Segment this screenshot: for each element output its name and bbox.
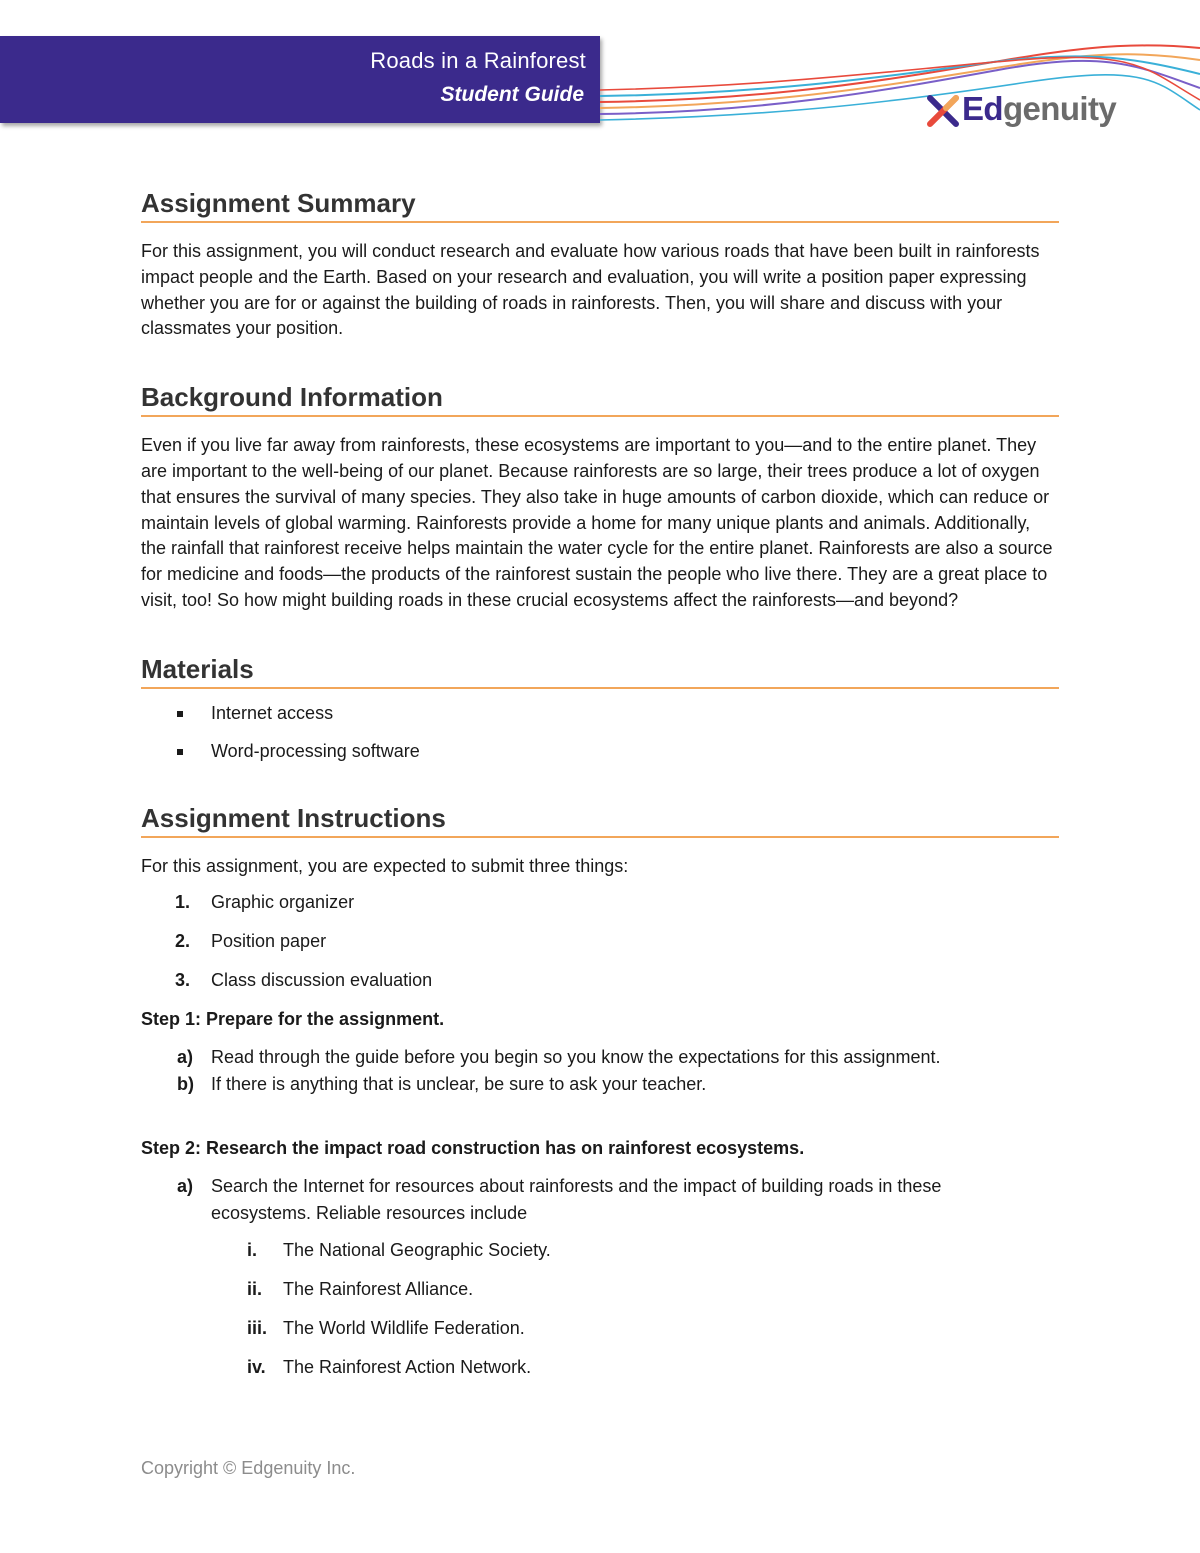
list-item: 2. Position paper — [175, 930, 327, 951]
copyright-footer: Copyright © Edgenuity Inc. — [141, 1458, 356, 1478]
deliverables-list — [141, 890, 1059, 1007]
list-item: Word-processing software — [141, 739, 1059, 777]
list-item: b) If there is anything that is unclear, be sure to ask your teacher. — [177, 1073, 707, 1094]
heading-materials: Materials — [141, 654, 1059, 689]
resources-list — [211, 1238, 1059, 1394]
document-title: Roads in a Rainforest — [370, 48, 586, 73]
step-1-title: Step 1: Prepare for the assignment. — [141, 1008, 445, 1029]
list-item: Internet access — [141, 701, 1059, 739]
step-1-list — [141, 1044, 1059, 1098]
list-item: ii. The Rainforest Alliance. — [247, 1278, 474, 1299]
list-item: i. The National Geographic Society. — [247, 1239, 551, 1260]
header-banner — [0, 36, 600, 123]
list-item: iv. The Rainforest Action Network. — [247, 1356, 532, 1377]
list-item: 3. Class discussion evaluation — [175, 969, 433, 990]
step-2-title: Step 2: Research the impact road construction has on rainforest ecosystems. — [141, 1137, 805, 1158]
instructions-intro: For this assignment, you are expected to submit three things: — [141, 855, 629, 876]
list-item: iii. The World Wildlife Federation. — [247, 1317, 525, 1338]
document-body — [141, 188, 1059, 1394]
edgenuity-x-icon — [926, 94, 960, 128]
heading-assignment-instructions: Assignment Instructions — [141, 803, 1059, 838]
heading-background-information: Background Information — [141, 382, 1059, 417]
document-subtitle: Student Guide — [440, 83, 584, 106]
brand-wordmark: Edgenuity — [962, 90, 1117, 127]
step-2-list — [141, 1173, 1059, 1227]
list-item: a) Search the Internet for resources about rainforests and the impact of building roads in these ecosystems. Reliable resources include — [177, 1175, 942, 1223]
edgenuity-logo — [926, 90, 1117, 132]
heading-assignment-summary: Assignment Summary — [141, 188, 1059, 223]
background-paragraph: Even if you live far away from rainforests, these ecosystems are important to you—and to the entire planet. They are important to the well-being of our planet. Because rainforests are so large, their trees produce a lot of oxygen that ensures the survival of many species. They also take in huge amounts of carbon dioxide, which can reduce or maintain levels of global warming. Rainforests provide a home for many unique plants and animals. Additionally, the rainfall that rainforest receive helps maintain the water cycle for the entire planet. Rainforests are also a source for medicine and foods—the products of the rainforest sustain the people who live there. They are a great place to visit, too! So how might building roads in these crucial ecosystems affect the rainforests—and beyond? — [141, 435, 1053, 610]
materials-list — [141, 701, 1059, 777]
list-item: a) Read through the guide before you begin so you know the expectations for this assignment. — [177, 1046, 941, 1067]
list-item: 1. Graphic organizer — [175, 891, 355, 912]
summary-paragraph: For this assignment, you will conduct research and evaluate how various roads that have been built in rainforests impact people and the Earth. Based on your research and evaluation, you will write a position paper expressing whether you are for or against the building of roads in rainforests. Then, you will share and discuss with your classmates your position. — [141, 241, 1040, 339]
